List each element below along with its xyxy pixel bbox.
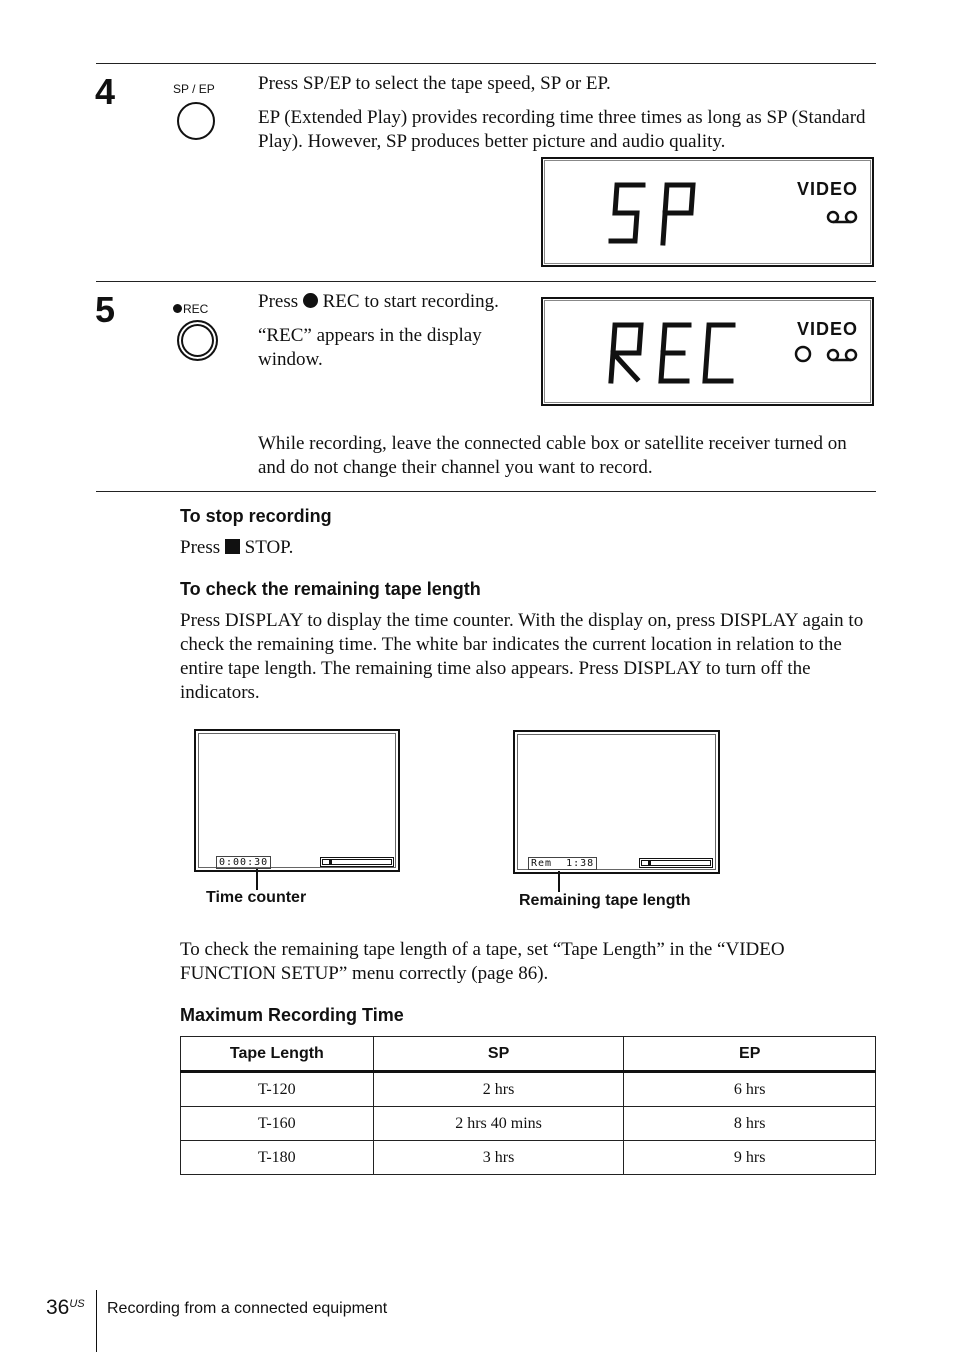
tape-position-marker	[329, 860, 332, 865]
rec-indicator-icon	[793, 344, 813, 364]
time-counter-caption: Time counter	[206, 889, 307, 906]
step-5-line1: Press REC to start recording.	[258, 291, 499, 312]
table-cell: 9 hrs	[624, 1141, 876, 1175]
stop-recording-text: Press STOP.	[180, 537, 294, 558]
video-indicator: VIDEO	[797, 179, 859, 199]
sp-ep-button-icon	[177, 102, 215, 140]
step-4-number: 4	[95, 71, 116, 112]
table-cell: T-180	[181, 1141, 374, 1175]
remaining-tape-heading: To check the remaining tape length	[180, 579, 481, 599]
max-time-heading: Maximum Recording Time	[180, 1005, 404, 1025]
rec-segment-text	[605, 319, 765, 399]
video-indicator: VIDEO	[797, 319, 859, 339]
stop-square-icon	[225, 539, 240, 554]
step-5-number: 5	[95, 289, 116, 330]
tape-icon	[825, 347, 861, 363]
rec-button-label: REC	[173, 302, 208, 316]
rec-display-window	[541, 297, 874, 406]
step-5-note: While recording, leave the connected cable box or satellite receiver turned on and do not change their channel you want to record.	[258, 433, 847, 478]
sp-segment-text	[607, 179, 727, 259]
table-cell: T-160	[181, 1107, 374, 1141]
table-cell: 2 hrs	[373, 1072, 624, 1107]
remaining-time-osd: Rem 1:38	[528, 857, 597, 870]
tape-position-bar	[320, 857, 394, 867]
table-cell: 3 hrs	[373, 1141, 624, 1175]
table-cell: T-120	[181, 1072, 374, 1107]
step-5-line2: “REC” appears in the display window.	[258, 325, 482, 370]
tape-position-bar	[639, 858, 713, 868]
stop-recording-heading: To stop recording	[180, 506, 332, 526]
table-row	[181, 1072, 876, 1107]
rec-dot-icon	[173, 304, 182, 313]
tv-screen-remaining	[513, 730, 720, 874]
step-4-line1: Press SP/EP to select the tape speed, SP or EP.	[258, 73, 611, 94]
header-sp: SP	[373, 1037, 624, 1072]
tape-position-marker	[648, 861, 651, 866]
section-title: Recording from a connected equipment	[107, 1300, 388, 1317]
remaining-leader	[558, 871, 560, 892]
header-tape-length: Tape Length	[181, 1037, 374, 1072]
tv-screen-time-counter	[194, 729, 400, 872]
divider-top	[96, 63, 876, 64]
sp-ep-button-label: SP / EP	[173, 82, 215, 96]
sp-display-window	[541, 157, 874, 267]
time-counter-osd: 0:00:30	[216, 856, 271, 869]
table-cell: 8 hrs	[624, 1107, 876, 1141]
time-counter-leader	[256, 869, 258, 890]
remaining-tape-note: To check the remaining tape length of a tape, set “Tape Length” in the “VIDEO FUNCTION SETUP” menu correctly (page 86).	[180, 939, 785, 984]
remaining-caption: Remaining tape length	[519, 892, 691, 909]
step-4-line2: EP (Extended Play) provides recording time three times as long as SP (Standard Play). However, SP produces better picture and audio quality.	[258, 107, 866, 152]
page-number: $36^{US}$	[46, 1296, 85, 1319]
tape-icon	[825, 209, 861, 225]
record-dot-icon	[303, 293, 318, 308]
header-ep: EP	[624, 1037, 876, 1072]
table-row	[181, 1107, 876, 1141]
table-row	[181, 1141, 876, 1175]
table-cell: 6 hrs	[624, 1072, 876, 1107]
divider-step5	[96, 281, 876, 282]
remaining-tape-text: Press DISPLAY to display the time counter. With the display on, press DISPLAY again to check the remaining time. The white bar indicates the current location in relation to the entire tape length. The remaining time also appears. Press DISPLAY to turn off the indicators.	[180, 610, 864, 703]
footer-divider	[96, 1290, 97, 1352]
divider-bottom	[96, 491, 876, 492]
table-header-row	[181, 1037, 876, 1072]
rec-button-icon	[177, 320, 218, 361]
recording-time-table	[180, 1036, 876, 1175]
table-cell: 2 hrs 40 mins	[373, 1107, 624, 1141]
